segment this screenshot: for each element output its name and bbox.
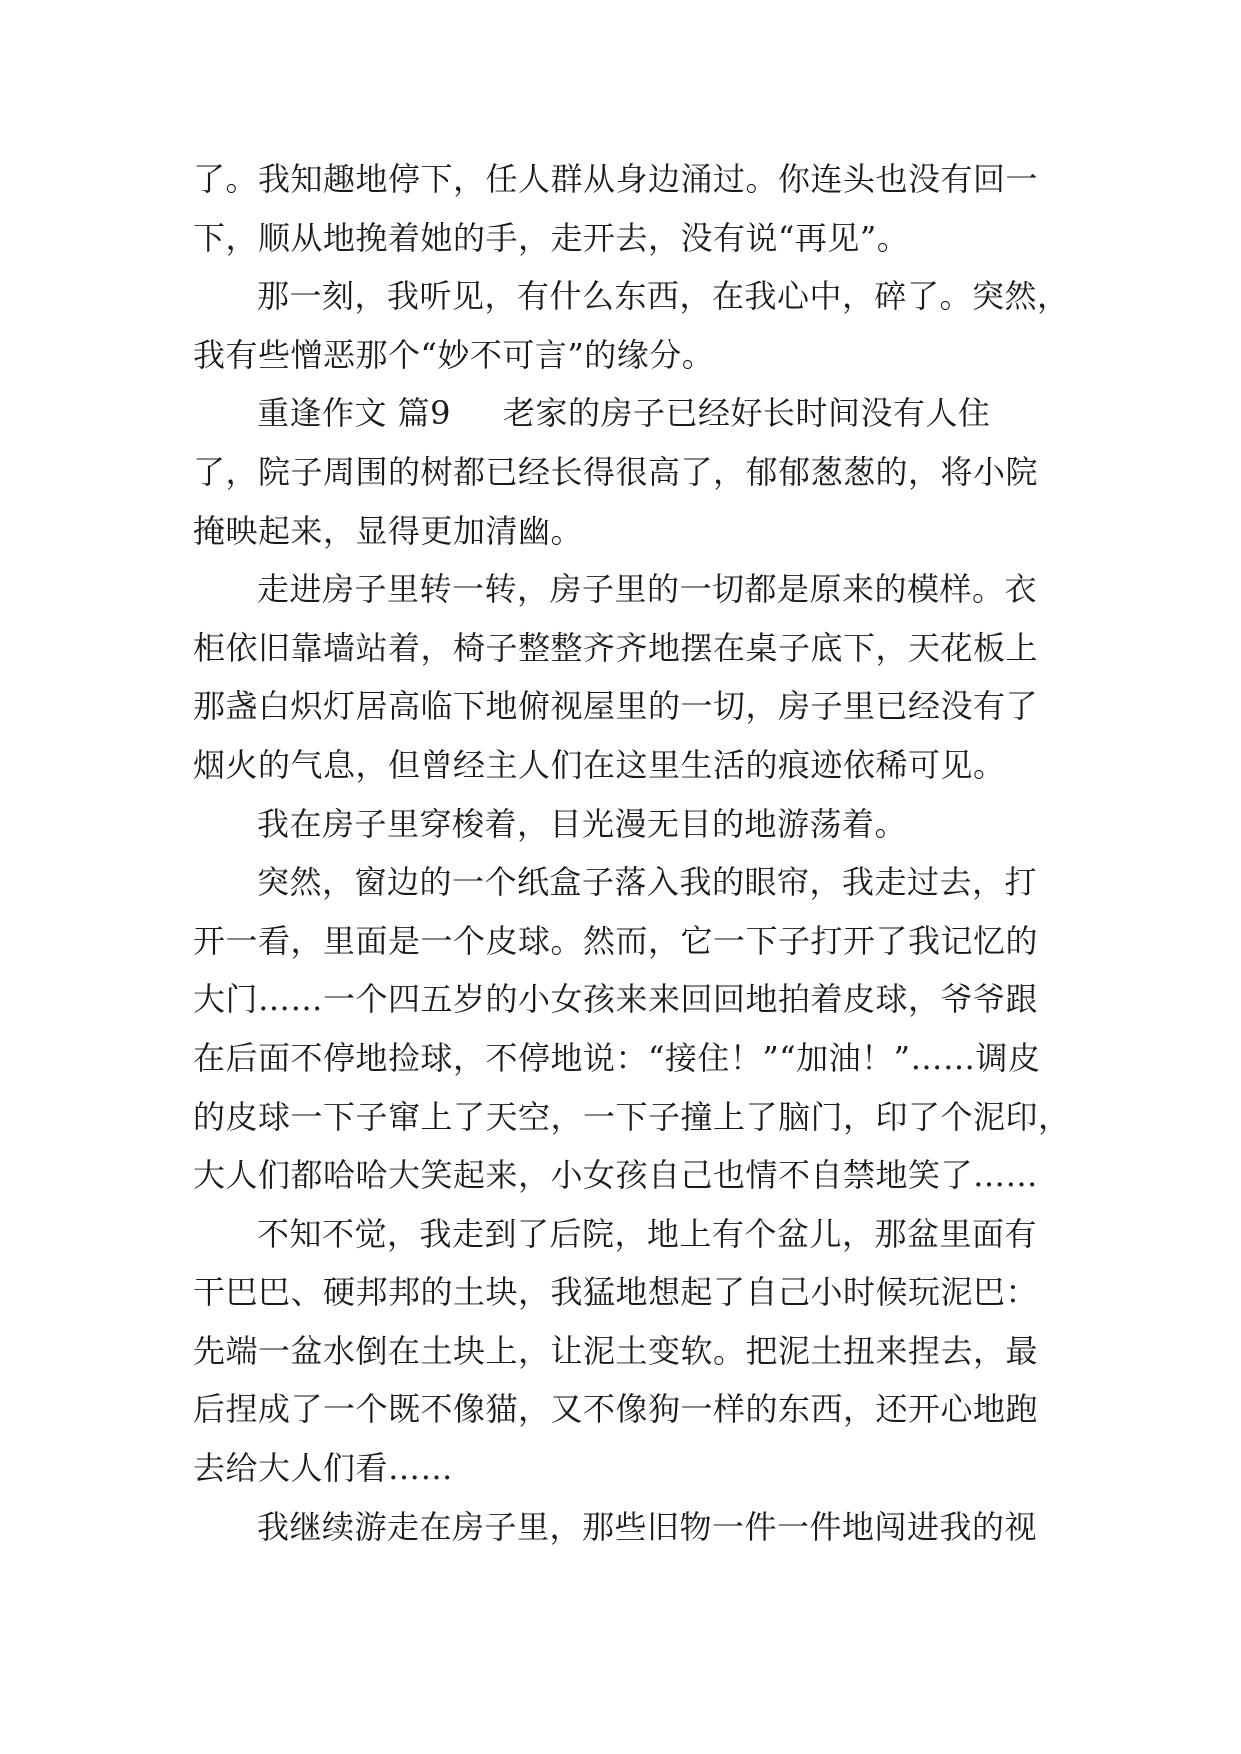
text-line: 开一看，里面是一个皮球。然而，它一下子打开了我记忆的	[193, 921, 1039, 960]
text-line: 走进房子里转一转，房子里的一切都是原来的模样。衣	[257, 570, 1038, 609]
text-line: 下，顺从地挽着她的手，走开去，没有说“再见”。	[193, 218, 910, 257]
text-line: 大人们都哈哈大笑起来，小女孩自己也情不自禁地笑了……	[193, 1156, 1039, 1195]
section-heading: 重逢作文 篇9	[257, 394, 452, 433]
text-line: 的皮球一下子窜上了天空，一下子撞上了脑门，印了个泥印，	[193, 1097, 1071, 1136]
text-line: 我有些憎恶那个“妙不可言”的缘分。	[193, 335, 715, 374]
text-line: 了，院子周围的树都已经长得很高了，郁郁葱葱的，将小院	[193, 452, 1039, 491]
text-line: 去给大人们看……	[193, 1449, 454, 1488]
text-line: 不知不觉，我走到了后院，地上有个盆儿，那盆里面有	[257, 1214, 1038, 1253]
text-line: 掩映起来，显得更加清幽。	[193, 511, 584, 550]
text-line: 那盏白炽灯居高临下地俯视屋里的一切，房子里已经没有了	[193, 687, 1039, 726]
text-line: 老家的房子已经好长时间没有人住	[503, 394, 991, 433]
text-line: 大门……一个四五岁的小女孩来来回回地拍着皮球，爷爷跟	[193, 980, 1039, 1019]
text-line: 先端一盆水倒在土块上，让泥土变软。把泥土扭来捏去，最	[193, 1331, 1039, 1370]
text-line: 那一刻，我听见，有什么东西，在我心中，碎了。突然，	[257, 277, 1070, 316]
text-line: 在后面不停地捡球，不停地说：“接住！”“加油！”……调皮	[193, 1038, 1041, 1077]
text-line: 柜依旧靠墙站着，椅子整整齐齐地摆在桌子底下，天花板上	[193, 628, 1039, 667]
text-line: 突然，窗边的一个纸盒子落入我的眼帘，我走过去，打	[257, 863, 1038, 902]
text-line: 干巴巴、硬邦邦的土块，我猛地想起了自己小时候玩泥巴：	[193, 1273, 1039, 1312]
text-line: 我在房子里穿梭着，目光漫无目的地游荡着。	[257, 804, 908, 843]
essay-body	[193, 150, 1071, 1556]
text-line: 我继续游走在房子里，那些旧物一件一件地闯进我的视	[257, 1507, 1038, 1546]
text-line: 了。我知趣地停下，任人群从身边涌过。你连头也没有回一	[193, 160, 1039, 198]
text-line-with-heading	[193, 384, 1053, 443]
text-line: 后捏成了一个既不像猫，又不像狗一样的东西，还开心地跑	[193, 1390, 1039, 1429]
text-line: 烟火的气息，但曾经主人们在这里生活的痕迹依稀可见。	[193, 745, 1006, 784]
